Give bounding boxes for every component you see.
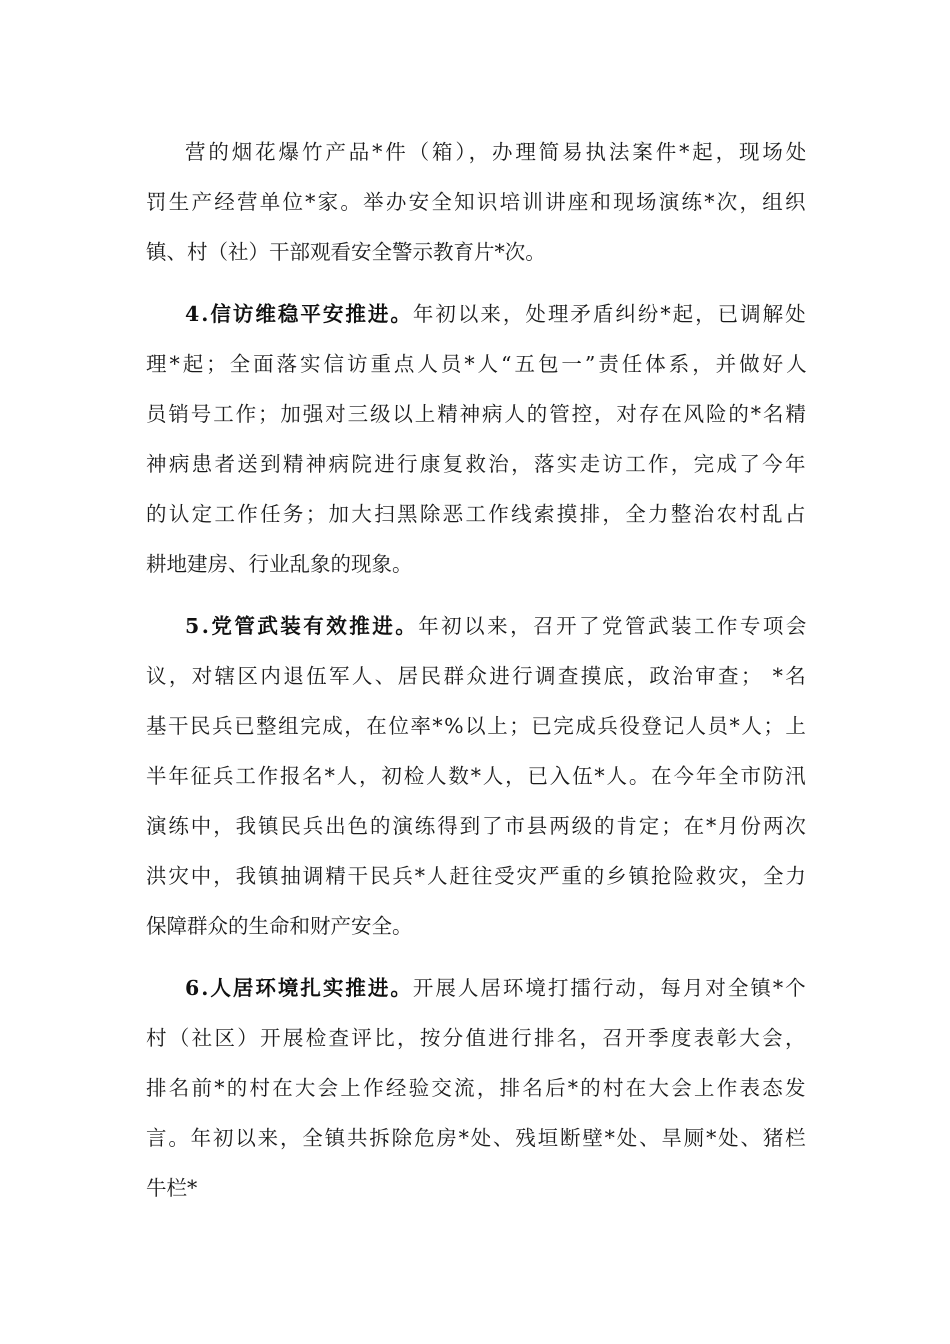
text-line: 半年征兵工作报名*人，初检人数*人，已入伍*人。在今年全市防汛 — [146, 764, 808, 788]
paragraph-5-text — [185, 606, 809, 646]
paragraph-line — [0, 1168, 950, 1208]
paragraph-6-first-line-text: 开展人居环境打擂行动，每月对全镇*个 — [412, 976, 808, 1000]
paragraph-4-heading: 4.信访维稳平安推进。 — [185, 302, 413, 326]
paragraph-line — [0, 806, 950, 846]
text-line: 基干民兵已整组完成，在位率*%以上；已完成兵役登记人员*人；上 — [146, 714, 808, 738]
paragraph-line — [0, 132, 950, 172]
paragraph-line — [0, 706, 950, 746]
text-line: 村（社区）开展检查评比，按分值进行排名，召开季度表彰大会， — [146, 1026, 808, 1050]
paragraph-line — [0, 544, 950, 584]
paragraph-line — [0, 182, 950, 222]
paragraph-line — [0, 394, 950, 434]
text-line: 议，对辖区内退伍军人、居民群众进行调查摸底，政治审查； *名 — [146, 664, 809, 688]
text-line: 排名前*的村在大会上作经验交流，排名后*的村在大会上作表态发 — [146, 1076, 808, 1100]
paragraph-4-text — [185, 294, 808, 334]
text-line: 洪灾中，我镇抽调精干民兵*人赶往受灾严重的乡镇抢险救灾，全力 — [146, 864, 808, 888]
paragraph-4-first-line — [0, 294, 950, 334]
paragraph-5-first-line-text: 年初以来，召开了党管武装工作专项会 — [418, 614, 809, 638]
paragraph-line — [0, 856, 950, 896]
text-line: 镇、村（社）干部观看安全警示教育片*次。 — [146, 240, 546, 264]
paragraph-line — [0, 232, 950, 272]
paragraph-line — [0, 1068, 950, 1108]
paragraph-6-heading: 6.人居环境扎实推进。 — [185, 976, 413, 1000]
text-line: 演练中，我镇民兵出色的演练得到了市县两级的肯定；在*月份两次 — [146, 814, 808, 838]
text-line: 保障群众的生命和财产安全。 — [146, 914, 413, 938]
text-line: 营的烟花爆竹产品*件（箱），办理简易执法案件*起，现场处 — [185, 140, 810, 164]
paragraph-line — [0, 344, 950, 384]
text-line: 罚生产经营单位*家。举办安全知识培训讲座和现场演练*次，组织 — [146, 190, 808, 214]
text-line: 理*起；全面落实信访重点人员*人“五包一”责任体系，并做好人 — [146, 352, 810, 376]
text-line: 言。年初以来，全镇共拆除危房*处、残垣断壁*处、旱厕*处、猪栏 — [146, 1126, 808, 1150]
text-line: 牛栏* — [146, 1176, 198, 1200]
paragraph-line — [0, 756, 950, 796]
text-line: 的认定工作任务；加大扫黑除恶工作线索摸排，全力整治农村乱占 — [146, 502, 808, 526]
paragraph-6-text — [185, 968, 808, 1008]
paragraph-line — [0, 1018, 950, 1058]
paragraph-5-heading: 5.党管武装有效推进。 — [185, 614, 419, 638]
text-line: 员销号工作；加强对三级以上精神病人的管控，对存在风险的*名精 — [146, 402, 808, 426]
paragraph-line — [0, 494, 950, 534]
paragraph-6-first-line — [0, 968, 950, 1008]
text-line: 神病患者送到精神病院进行康复救治，落实走访工作，完成了今年 — [146, 452, 808, 476]
paragraph-4-first-line-text: 年初以来，处理矛盾纠纷*起，已调解处 — [412, 302, 808, 326]
paragraph-line — [0, 444, 950, 484]
paragraph-line — [0, 1118, 950, 1158]
paragraph-5-first-line — [0, 606, 950, 646]
paragraph-line — [0, 656, 950, 696]
text-line: 耕地建房、行业乱象的现象。 — [146, 552, 413, 576]
paragraph-line — [0, 906, 950, 946]
